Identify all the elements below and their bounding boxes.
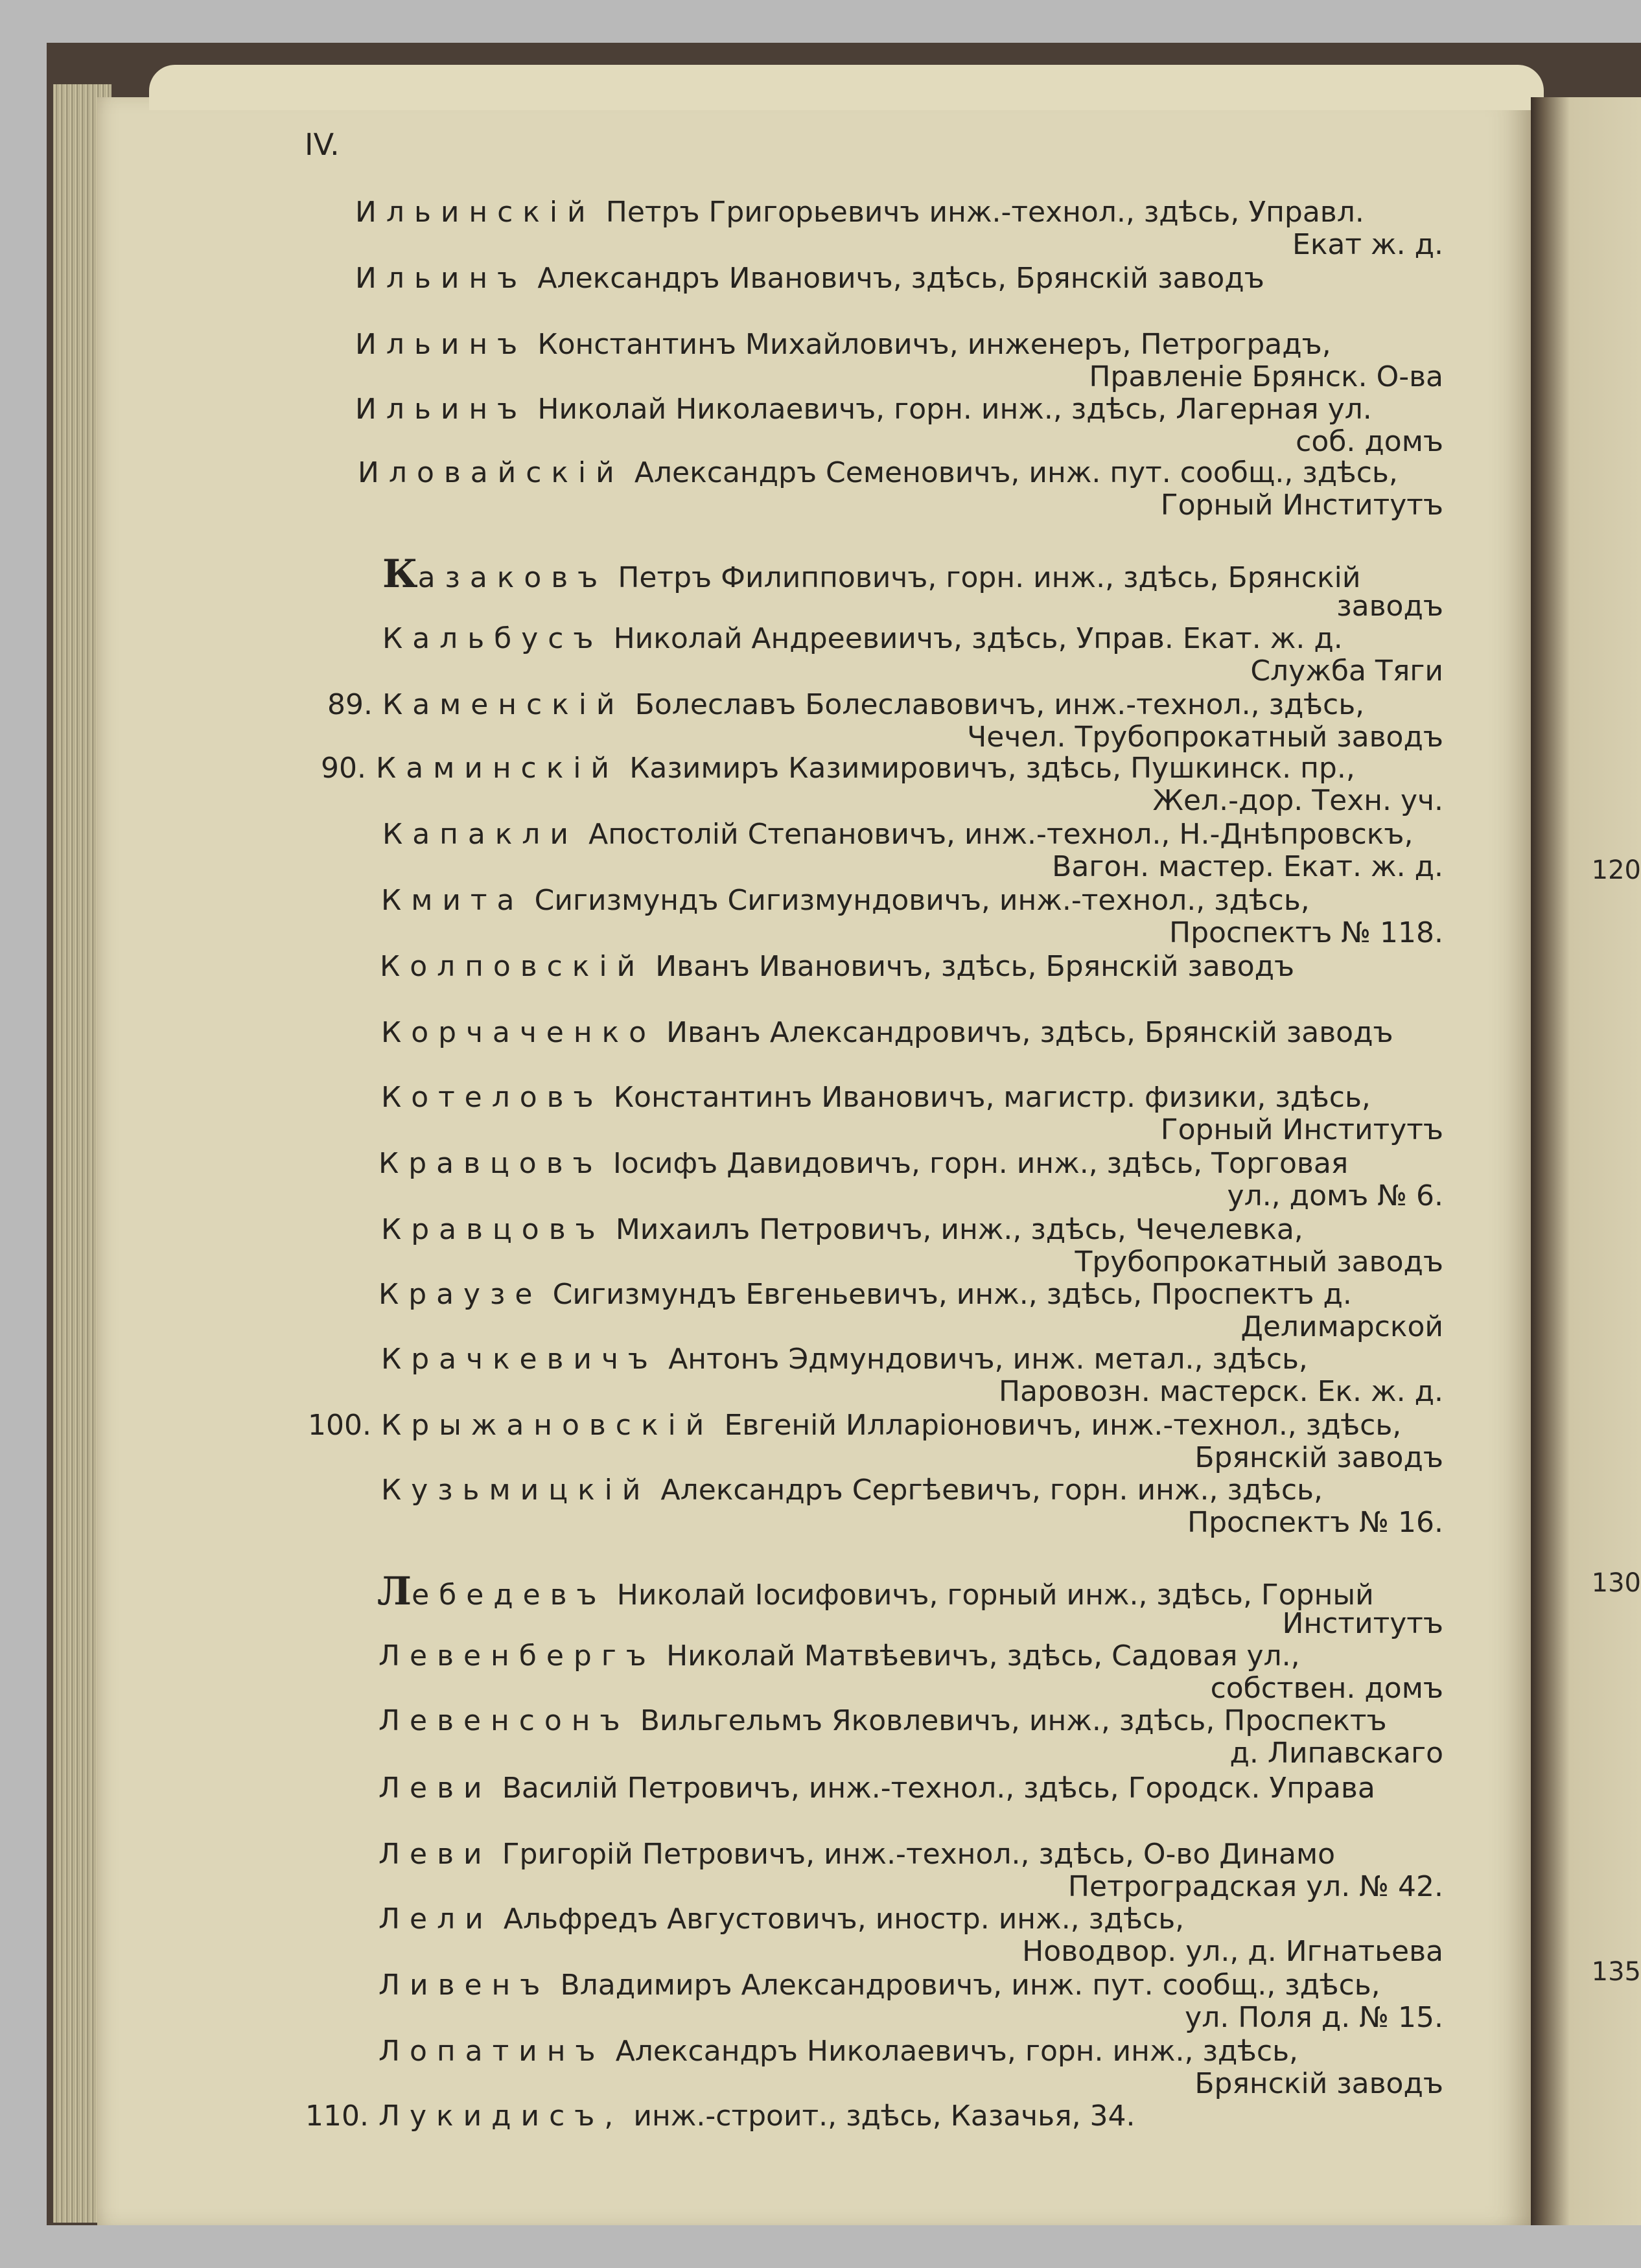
- directory-entry: [0, 884, 1641, 955]
- entry-details: Александръ Ивановичъ, здѣсь, Брянскій заводъ: [537, 262, 1264, 295]
- surname: Кальбусъ: [382, 622, 603, 655]
- entry-line-1: [381, 1409, 1401, 1442]
- directory-entry: [0, 393, 1641, 464]
- entry-address: Екат ж. д.: [1292, 228, 1443, 261]
- directory-entry: [0, 818, 1641, 889]
- directory-entry: [0, 950, 1641, 1021]
- entry-line-1: [355, 328, 1331, 362]
- entry-details: Сигизмундъ Сигизмундовичъ, инж.-технол., здѣсь,: [534, 884, 1310, 917]
- entry-address: Проспектъ № 118.: [1169, 916, 1443, 949]
- entry-details: Василій Петровичъ, инж.-технол., здѣсь, Городск. Управа: [502, 1772, 1375, 1805]
- entry-address: Служба Тяги: [1250, 654, 1443, 688]
- entry-address: собствен. домъ: [1210, 1672, 1443, 1705]
- directory-entry: [0, 688, 1641, 759]
- surname: Леви: [378, 1838, 492, 1871]
- entry-line-1: [378, 2100, 1135, 2133]
- entry-line-1: [376, 752, 1355, 785]
- entry-address: Горный Институтъ: [1160, 489, 1443, 522]
- entry-details: Петръ Григорьевичъ инж.-технол., здѣсь, Управл.: [605, 196, 1364, 229]
- directory-entry: [0, 1704, 1641, 1776]
- entry-line-1: [382, 688, 1364, 722]
- surname: Ильинъ: [355, 393, 528, 426]
- entry-details: Альфредъ Августовичъ, иностр. инж., здѣсь,: [503, 1903, 1185, 1936]
- surname: Колповскій: [380, 950, 646, 983]
- surname: Иловайскій: [358, 456, 624, 489]
- surname: Капакли: [382, 818, 578, 851]
- entry-number: 110.: [305, 2100, 369, 2133]
- entry-details: Николай Андреевиичъ, здѣсь, Управ. Екат. ж. д.: [613, 622, 1343, 655]
- directory-entry: [0, 1969, 1641, 2040]
- entry-line-1: [381, 884, 1310, 918]
- entry-line-1: [355, 262, 1264, 295]
- directory-entry: [0, 622, 1641, 693]
- surname: Каминскій: [376, 752, 619, 785]
- entry-address: Петроградская ул. № 42.: [1067, 1870, 1443, 1903]
- directory-entry: [0, 752, 1641, 823]
- entry-line-1: [355, 393, 1372, 426]
- entry-address: Вагон. мастер. Екат. ж. д.: [1052, 850, 1443, 883]
- directory-entry: [0, 1213, 1641, 1284]
- entry-line-1: [378, 1278, 1352, 1312]
- entry-line-1: [381, 1081, 1371, 1115]
- directory-entry: [0, 2100, 1641, 2171]
- entry-address: Делимарской: [1240, 1310, 1443, 1343]
- directory-entry: [0, 456, 1641, 527]
- entry-line-1: [355, 196, 1364, 229]
- entry-number: 90.: [321, 752, 366, 785]
- entry-details: Апостолій Степановичъ, инж.-технол., Н.-Днѣпровскъ,: [588, 818, 1414, 851]
- surname: Лукидисъ,: [378, 2100, 623, 2133]
- entry-address: Брянскій заводъ: [1194, 1441, 1443, 1474]
- entry-line-1: [378, 1639, 1300, 1673]
- entry-details: Александръ Сергѣевичъ, горн. инж., здѣсь,: [660, 1474, 1323, 1507]
- surname: Крыжановскій: [381, 1409, 714, 1442]
- entry-address: ул. Поля д. № 15.: [1185, 2001, 1443, 2034]
- entry-details: Сигизмундъ Евгеньевичъ, инж., здѣсь, Проспектъ д.: [552, 1278, 1352, 1311]
- entry-line-1: [378, 2035, 1298, 2068]
- section-initial: К: [382, 551, 418, 597]
- entry-details: Григорій Петровичъ, инж.-технол., здѣсь, О-во Динамо: [502, 1838, 1336, 1871]
- entry-line-1: [382, 622, 1343, 656]
- entry-address: д. Липавскаго: [1229, 1737, 1443, 1770]
- margin-number: 130: [1591, 1568, 1641, 1598]
- entry-address: Чечел. Трубопрокатный заводъ: [967, 721, 1443, 754]
- entry-address: Жел.-дор. Техн. уч.: [1152, 784, 1443, 817]
- directory-entry: [0, 2035, 1641, 2106]
- directory-entry: [0, 551, 1641, 629]
- directory-entry: [0, 262, 1641, 333]
- entry-details: Петръ Филипповичъ, горн. инж., здѣсь, Брянскій: [618, 561, 1361, 594]
- surname: Ливенъ: [378, 1969, 550, 2002]
- entry-address: ул., домъ № 6.: [1227, 1179, 1443, 1212]
- surname: Левенбергъ: [378, 1639, 656, 1672]
- directory-entry: [0, 1639, 1641, 1711]
- entry-details: Казимиръ Казимировичъ, здѣсь, Пушкинск. пр.,: [629, 752, 1355, 785]
- surname: Кравцовъ: [381, 1213, 605, 1246]
- entry-address: заводъ: [1336, 590, 1443, 623]
- surname: Корчаченко: [381, 1016, 656, 1049]
- entry-line-1: [378, 1147, 1348, 1181]
- surname: Кмита: [381, 884, 524, 917]
- entry-line-1: [378, 1704, 1387, 1738]
- entry-line-1: [377, 1569, 1374, 1614]
- surname: Крачкевичъ: [381, 1343, 658, 1376]
- entry-details: Александръ Семеновичъ, инж. пут. сообщ., здѣсь,: [634, 456, 1398, 489]
- entry-details: инж.-строит., здѣсь, Казачья, 34.: [633, 2100, 1135, 2133]
- surname: Лели: [378, 1903, 493, 1936]
- entry-address: Правленіе Брянск. О-ва: [1089, 360, 1443, 393]
- entry-details: Николай Матвѣевичъ, здѣсь, Садовая ул.,: [666, 1639, 1300, 1672]
- entry-line-1: [381, 1016, 1393, 1050]
- surname: Кузьмицкій: [381, 1474, 651, 1507]
- entry-number: 89.: [327, 688, 373, 721]
- entry-line-1: [382, 551, 1361, 597]
- directory-entry: [0, 1772, 1641, 1843]
- directory-entry: [0, 1016, 1641, 1087]
- entry-address: Институтъ: [1282, 1607, 1443, 1640]
- entry-address: Паровозн. мастерск. Ек. ж. д.: [999, 1375, 1443, 1408]
- entry-details: Іосифъ Давидовичъ, горн. инж., здѣсь, Торговая: [612, 1147, 1349, 1180]
- entry-details: Иванъ Ивановичъ, здѣсь, Брянскій заводъ: [655, 950, 1295, 983]
- entry-line-1: [381, 1474, 1323, 1507]
- directory-entry: [0, 1147, 1641, 1218]
- entry-number: 100.: [308, 1409, 371, 1442]
- entry-details: Владимиръ Александровичъ, инж. пут. сообщ., здѣсь,: [560, 1969, 1380, 2002]
- entry-line-1: [378, 1838, 1335, 1871]
- entry-line-1: [380, 950, 1294, 984]
- margin-number: 135: [1591, 1957, 1641, 1987]
- entry-line-1: [382, 818, 1413, 851]
- directory-entry: [0, 1569, 1641, 1646]
- directory-entry: [0, 1474, 1641, 1545]
- entry-line-1: [358, 456, 1398, 490]
- entry-line-1: [381, 1213, 1303, 1247]
- entry-address: Новодвор. ул., д. Игнатьева: [1022, 1935, 1443, 1968]
- directory-entry: [0, 1409, 1641, 1480]
- entry-line-1: [378, 1903, 1184, 1936]
- entry-details: Александръ Николаевичъ, горн. инж., здѣсь,: [615, 2035, 1298, 2068]
- margin-number: 120: [1591, 855, 1641, 885]
- entry-details: Константинъ Михайловичъ, инженеръ, Петроградъ,: [537, 328, 1331, 361]
- page-label: IV.: [305, 127, 340, 162]
- entry-address: Горный Институтъ: [1160, 1113, 1443, 1146]
- directory-entry: [0, 1081, 1641, 1152]
- directory-entry: [0, 196, 1641, 267]
- surname: Краузе: [378, 1278, 542, 1311]
- entry-address: Брянскій заводъ: [1194, 2067, 1443, 2100]
- entry-line-1: [378, 1969, 1380, 2002]
- entry-details: Вильгельмъ Яковлевичъ, инж., здѣсь, Проспектъ: [640, 1704, 1387, 1737]
- surname: Ильинскій: [355, 196, 596, 229]
- entry-details: Болеславъ Болеславовичъ, инж.-технол., здѣсь,: [634, 688, 1365, 721]
- directory-entry: [0, 1838, 1641, 1909]
- entry-line-1: [381, 1343, 1308, 1376]
- surname: ебедевъ: [412, 1579, 607, 1612]
- surname: Кравцовъ: [378, 1147, 603, 1180]
- entry-line-1: [378, 1772, 1375, 1805]
- directory-entry: [0, 328, 1641, 399]
- entry-details: Евгеній Илларіоновичъ, инж.-технол., здѣсь,: [724, 1409, 1402, 1442]
- surname: Котеловъ: [381, 1081, 603, 1114]
- entry-details: Антонъ Эдмундовичъ, инж. метал., здѣсь,: [668, 1343, 1308, 1376]
- entry-details: Николай Іосифовичъ, горный инж., здѣсь, Горный: [616, 1579, 1374, 1612]
- directory-entry: [0, 1903, 1641, 1974]
- surname: Ильинъ: [355, 262, 528, 295]
- entry-details: Константинъ Ивановичъ, магистр. физики, здѣсь,: [613, 1081, 1371, 1114]
- surname: Лопатинъ: [378, 2035, 605, 2068]
- entry-details: Николай Николаевичъ, горн. инж., здѣсь, Лагерная ул.: [537, 393, 1372, 426]
- entry-address: соб. домъ: [1296, 425, 1443, 458]
- surname: азаковъ: [417, 561, 608, 594]
- entry-address: Проспектъ № 16.: [1187, 1506, 1443, 1539]
- section-initial: Л: [377, 1569, 412, 1614]
- surname: Леви: [378, 1772, 492, 1805]
- directory-entry: [0, 1343, 1641, 1414]
- entry-details: Иванъ Александровичъ, здѣсь, Брянскій заводъ: [666, 1016, 1393, 1049]
- entry-address: Трубопрокатный заводъ: [1075, 1245, 1443, 1279]
- directory-entry: [0, 1278, 1641, 1349]
- surname: Левенсонъ: [378, 1704, 630, 1737]
- surname: Ильинъ: [355, 328, 528, 361]
- entry-details: Михаилъ Петровичъ, инж., здѣсь, Чечелевка,: [615, 1213, 1303, 1246]
- surname: Каменскій: [382, 688, 625, 721]
